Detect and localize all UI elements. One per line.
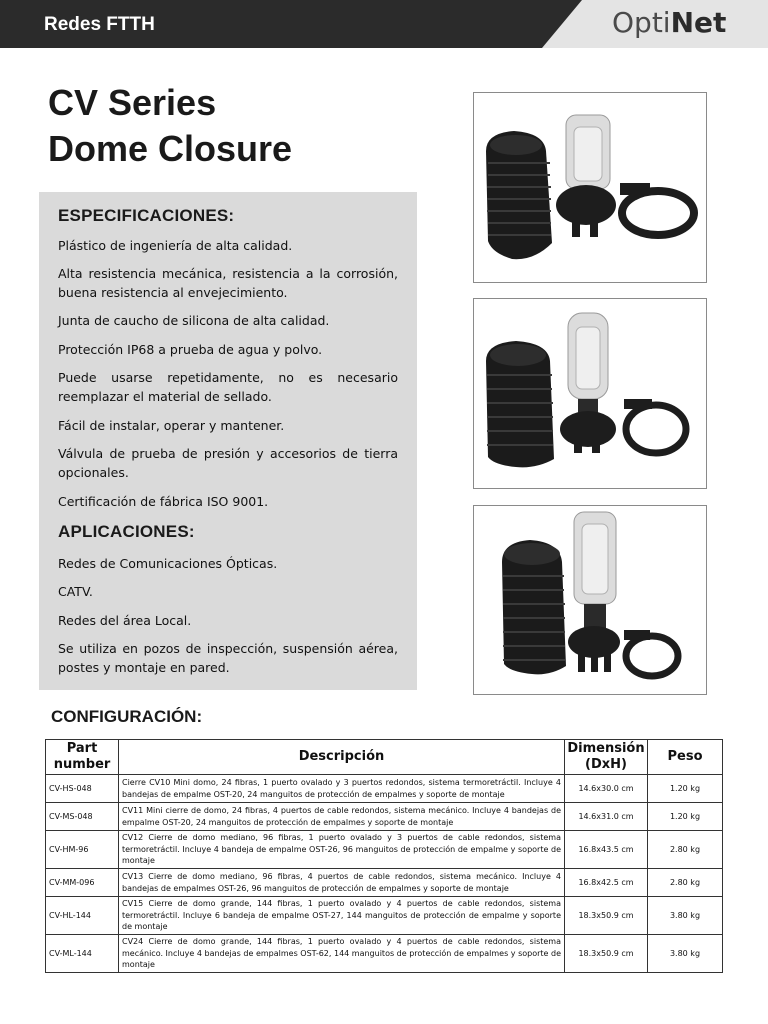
weight-cell: 3.80 kg [648,897,723,935]
column-header-description: Descripción [119,740,565,775]
part-number-cell: CV-MS-048 [46,803,119,831]
part-number-cell: CV-HS-048 [46,775,119,803]
dimension-cell: 18.3x50.9 cm [565,897,648,935]
dome-closure-image [474,299,706,488]
spec-item: Válvula de prueba de presión y accesorios de tierra opcionales. [58,446,398,480]
dimension-cell: 14.6x31.0 cm [565,803,648,831]
table-row [46,803,723,831]
table-row [46,897,723,935]
brand-bold: Net [670,6,727,39]
application-item: CATV. [58,584,93,599]
part-number-cell: CV-HL-144 [46,897,119,935]
spec-item: Fácil de instalar, operar y mantener. [58,418,285,433]
weight-cell: 2.80 kg [648,869,723,897]
dimension-cell: 14.6x30.0 cm [565,775,648,803]
part-number-cell: CV-MM-096 [46,869,119,897]
table-header-row [46,740,723,775]
brand-light: Opti [612,6,671,39]
spec-item: Junta de caucho de silicona de alta calidad. [58,313,330,328]
weight-cell: 3.80 kg [648,935,723,973]
description-cell: CV13 Cierre de domo mediano, 96 fibras, 4 puertos de cable redondos, sistema mecánico. Incluye 4 bandejas de empalmes OST-26, 96 manguitos de protección de empalmes y soporte de montaje [119,869,565,897]
weight-cell: 1.20 kg [648,775,723,803]
dome-closure-image [474,506,706,694]
title-line-2: Dome Closure [48,128,293,169]
application-item: Redes del área Local. [58,613,192,628]
application-item: Redes de Comunicaciones Ópticas. [58,556,278,571]
description-cell: CV15 Cierre de domo grande, 144 fibras, 1 puerto ovalado y 4 puertos de cable redondos, sistema termoretráctil. Incluye 6 bandeja de empalme OST-27, 144 manguitos de protección de empalme y soporte de montaje [119,897,565,935]
brand-logo [612,6,726,39]
spec-item: Puede usarse repetidamente, no es necesario reemplazar el material de sellado. [58,370,398,404]
spec-item: Alta resistencia mecánica, resistencia a la corrosión, buena resistencia al envejecimiento. [58,266,398,300]
table-row [46,831,723,869]
table-row [46,775,723,803]
weight-cell: 2.80 kg [648,831,723,869]
description-cell: Cierre CV10 Mini domo, 24 fibras, 1 puerto ovalado y 3 puertos redondos, sistema termoretráctil. Incluye 4 bandejas de empalme OST-20, 24 manguitos de protección de empalmes y soporte de montaje [119,775,565,803]
spec-item: Plástico de ingeniería de alta calidad. [58,238,293,253]
column-header-dimension: Dimensión (DxH) [565,740,648,775]
description-cell: CV24 Cierre de domo grande, 144 fibras, 1 puerto ovalado y 4 puertos de cable redondos, sistema mecánico. Incluye 4 bandejas de empalmes OST-62, 144 manguitos de protección de empalmes y soporte de montaje [119,935,565,973]
table-row [46,869,723,897]
dimension-cell: 16.8x42.5 cm [565,869,648,897]
product-photo-2 [473,298,707,489]
applications-heading: APLICACIONES: [58,522,195,541]
description-cell: CV11 Mini cierre de domo, 24 fibras, 4 puertos de cable redondos, sistema mecánico. Incluye 4 bandejas de empalme OST-20, 24 manguitos de protección de empalmes y soporte de montaje [119,803,565,831]
spec-item: Certificación de fábrica ISO 9001. [58,494,269,509]
application-item: Se utiliza en pozos de inspección, suspensión aérea, postes y montaje en pared. [58,641,398,675]
dimension-cell: 18.3x50.9 cm [565,935,648,973]
header-title: Redes FTTH [44,14,155,35]
configuration-heading: CONFIGURACIÓN: [51,707,203,726]
title-line-1: CV Series [48,82,217,123]
table-row [46,935,723,973]
part-number-cell: CV-ML-144 [46,935,119,973]
dome-closure-image [474,93,706,282]
page-title [48,80,292,172]
configuration-table [45,739,723,973]
part-number-cell: CV-HM-96 [46,831,119,869]
product-photo-1 [473,92,707,283]
column-header-part-number: Part number [46,740,119,775]
column-header-weight: Peso [648,740,723,775]
specifications-heading: ESPECIFICACIONES: [58,206,235,225]
product-photo-3 [473,505,707,695]
spec-item: Protección IP68 a prueba de agua y polvo. [58,342,323,357]
dimension-cell: 16.8x43.5 cm [565,831,648,869]
weight-cell: 1.20 kg [648,803,723,831]
description-cell: CV12 Cierre de domo mediano, 96 fibras, 1 puerto ovalado y 3 puertos de cable redondos, sistema termoretráctil. Incluye 4 bandeja de empalme OST-26, 96 manguitos de protección de empalme y soporte de montaje [119,831,565,869]
